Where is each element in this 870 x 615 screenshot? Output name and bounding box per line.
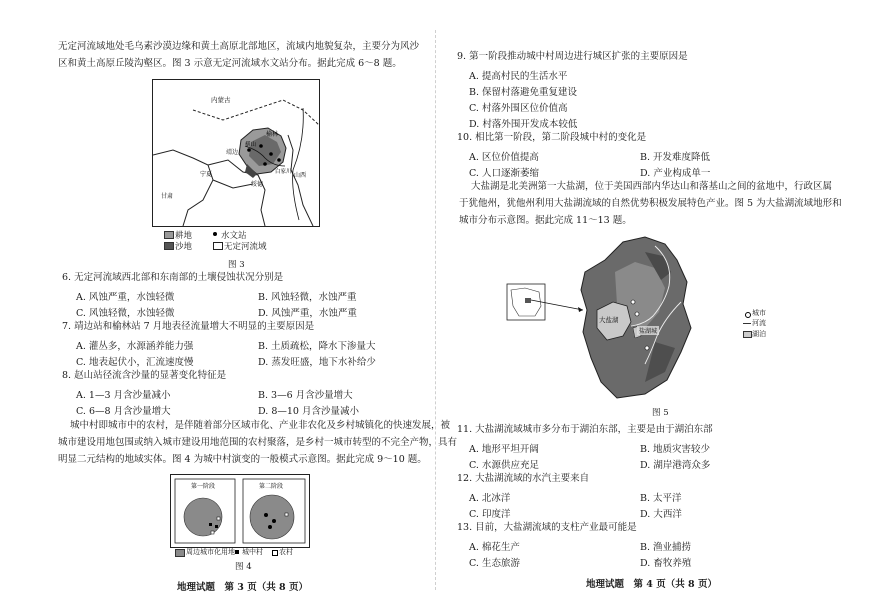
q12-option-b[interactable]: B. 太平洋 <box>640 493 682 504</box>
q8-option-a[interactable]: A. 1—3 月含沙量减小 <box>76 390 171 401</box>
legend-sand-swatch <box>164 242 174 250</box>
label-ningxia: 宁夏 <box>200 171 213 178</box>
stage2-urban-circle <box>250 495 294 539</box>
q9-option-c[interactable]: C. 村落外围区位价值高 <box>469 103 568 114</box>
label-suide: 绥德 <box>251 181 264 188</box>
q7-option-d[interactable]: D. 蒸发旺盛，地下水补给少 <box>258 357 376 368</box>
intro2-line2: 城市建设用地包围或纳入城市建设用地范围的农村聚落，是乡村一城市转型的不完全产物，具有 <box>58 437 458 448</box>
legend-farmland-swatch <box>164 231 174 239</box>
q11-option-d[interactable]: D. 湖岸港湾众多 <box>640 460 711 471</box>
stage1-urban-circle <box>184 498 222 536</box>
fig4-legend-village-swatch <box>235 550 239 554</box>
legend-station: 水文站 <box>221 231 247 241</box>
city-label: 盐湖城 <box>639 328 658 335</box>
q13-stem: 13. 目前，大盐湖流域的支柱产业最可能是 <box>457 522 637 533</box>
lake-label: 大盐湖 <box>599 316 619 324</box>
q13-option-b[interactable]: B. 渔业捕捞 <box>640 542 692 553</box>
fig4-legend-urban-swatch <box>175 549 185 557</box>
fig5-legend-city-swatch <box>745 312 751 318</box>
q11-option-a[interactable]: A. 地形平坦开阔 <box>469 444 539 455</box>
figure-3-caption: 图 3 <box>228 260 245 270</box>
stage2-label: 第二阶段 <box>259 483 284 490</box>
label-baijiachuan: 白家川 <box>275 169 292 175</box>
label-hengshan: 横山 <box>245 142 257 148</box>
fig5-legend-river-swatch <box>743 323 751 324</box>
fig4-legend-village: 城中村 <box>242 548 263 556</box>
q13-option-a[interactable]: A. 棉花生产 <box>469 542 520 553</box>
q6-option-b[interactable]: B. 风蚀轻微，水蚀严重 <box>258 292 357 303</box>
q12-option-a[interactable]: A. 北冰洋 <box>469 493 511 504</box>
label-neimenggu: 内蒙古 <box>211 96 231 104</box>
q7-option-a[interactable]: A. 灌丛多，水源涵养能力强 <box>76 341 194 352</box>
fig4-legend-rural: 农村 <box>279 548 293 556</box>
q7-option-b[interactable]: B. 土质疏松，降水下渗量大 <box>258 341 376 352</box>
legend-farmland: 耕地 <box>175 231 193 241</box>
stage1-label: 第一阶段 <box>191 483 216 490</box>
fig5-legend-lake: 湖泊 <box>752 330 766 338</box>
fig5-legend-lake-swatch <box>743 331 752 338</box>
q10-stem: 10. 相比第一阶段，第二阶段城中村的变化是 <box>457 132 647 143</box>
q10-option-a[interactable]: A. 区位价值提高 <box>469 152 539 163</box>
q9-option-b[interactable]: B. 保留村落避免重复建设 <box>469 87 578 98</box>
q12-stem: 12. 大盐湖流域的水汽主要来自 <box>457 473 590 484</box>
legend-sand: 沙地 <box>175 242 193 252</box>
q10-option-b[interactable]: B. 开发难度降低 <box>640 152 711 163</box>
q6-option-c[interactable]: C. 风蚀轻微，水蚀轻微 <box>76 308 175 319</box>
figure-5-map <box>505 232 735 402</box>
q6-stem: 6. 无定河流域西北部和东南部的土壤侵蚀状况分别是 <box>62 272 284 283</box>
q13-option-d[interactable]: D. 畜牧养殖 <box>640 558 692 569</box>
right-page <box>435 0 870 615</box>
fig5-legend-river: 河流 <box>752 319 766 327</box>
q12-option-c[interactable]: C. 印度洋 <box>469 509 511 520</box>
intro2-line3: 明显二元结构的地域实体。图 4 为城中村演变的一般模式示意图。据此完成 9～10 题。 <box>58 454 427 465</box>
q11-option-b[interactable]: B. 地质灾害较少 <box>640 444 711 455</box>
q12-option-d[interactable]: D. 大西洋 <box>640 509 682 520</box>
figure-5-caption: 图 5 <box>652 408 669 418</box>
q7-stem: 7. 靖边站和榆林站 7 月地表径流量增大不明显的主要原因是 <box>62 321 315 332</box>
label-shanxi: 山西 <box>294 172 307 179</box>
q8-option-b[interactable]: B. 3—6 月含沙量增大 <box>258 390 353 401</box>
q6-option-d[interactable]: D. 风蚀严重，水蚀严重 <box>258 308 357 319</box>
left-page-footer: 地理试题 第 3 页（共 8 页） <box>177 582 308 593</box>
q6-option-a[interactable]: A. 风蚀严重，水蚀轻微 <box>76 292 175 303</box>
q9-option-d[interactable]: D. 村落外围开发成本较低 <box>469 119 578 130</box>
label-gansu: 甘肃 <box>161 193 174 200</box>
q11-option-c[interactable]: C. 水源供应充足 <box>469 460 539 471</box>
q7-option-c[interactable]: C. 地表起伏小，汇流速度慢 <box>76 357 194 368</box>
intro3-line2: 于犹他州，犹他州利用大盐湖流域的自然优势积极发展特色产业。图 5 为大盐湖流域地形和 <box>459 198 842 209</box>
wudinghe-basin-map <box>153 80 319 226</box>
q10-option-d[interactable]: D. 产业构成单一 <box>640 168 711 179</box>
label-yulin: 榆林 <box>266 131 279 138</box>
right-page-footer: 地理试题 第 4 页（共 8 页） <box>586 579 717 590</box>
figure-4-caption: 图 4 <box>235 562 252 572</box>
q10-option-c[interactable]: C. 人口逐渐萎缩 <box>469 168 539 179</box>
fig4-legend-rural-swatch <box>272 550 278 556</box>
q8-stem: 8. 赵山站径流含沙量的显著变化特征是 <box>62 370 227 381</box>
intro1-line1: 无定河流域地处毛乌素沙漠边缘和黄土高原北部地区，流域内地貌复杂，主要分为风沙 <box>58 41 420 52</box>
fig5-legend-city: 城市 <box>752 309 766 317</box>
intro3-line3: 城市分布示意图。据此完成 11～13 题。 <box>459 215 632 226</box>
legend-station-dot <box>213 232 217 236</box>
q11-stem: 11. 大盐湖流域城市多分布于湖泊东部，主要是由于湖泊东部 <box>457 424 713 435</box>
q9-option-a[interactable]: A. 提高村民的生活水平 <box>469 71 568 82</box>
q8-option-c[interactable]: C. 6—8 月含沙量增大 <box>76 406 171 417</box>
urban-village-evolution <box>171 475 309 547</box>
q9-stem: 9. 第一阶段推动城中村周边进行城区扩张的主要原因是 <box>457 51 688 62</box>
legend-basin-swatch <box>213 242 223 250</box>
legend-basin: 无定河流域 <box>224 242 267 252</box>
q13-option-c[interactable]: C. 生态旅游 <box>469 558 520 569</box>
fig4-legend-urban: 周边城市化用地 <box>186 548 235 556</box>
intro2-line1: 城中村即城市中的农村，是伴随着部分区域市化、产业非农化及乡村城镇化的快速发展，被 <box>70 420 451 431</box>
figure-3-map <box>152 79 320 227</box>
label-jingbian: 靖边 <box>226 149 239 156</box>
intro1-line2: 区和黄土高原丘陵沟壑区。图 3 示意无定河流域水文站分布。据此完成 6～8 题。 <box>58 58 402 69</box>
intro3-line1: 大盐湖是北美洲第一大盐湖，位于美国西部内华达山和落基山之间的盆地中，行政区属 <box>471 181 833 192</box>
q8-option-d[interactable]: D. 8—10 月含沙量减小 <box>258 406 359 417</box>
figure-4-diagram <box>170 474 310 548</box>
great-salt-lake-basin-map <box>505 232 735 402</box>
